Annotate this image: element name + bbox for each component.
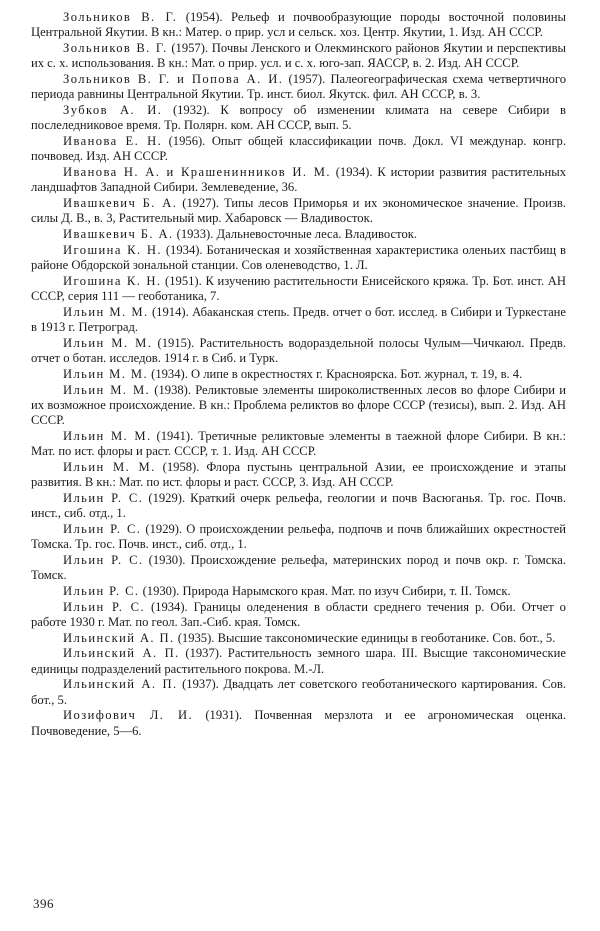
reference-text: (1929). О происхождении рельефа, подпочв и почв ближайших окрестностей Томска. Тр. гос. Почв. инст., сиб. отд., 1. (31, 521, 566, 551)
reference-text: (1933). Дальневосточные леса. Владивосток. (173, 227, 418, 241)
reference-entry (31, 708, 566, 738)
reference-text: (1938). Реликтовые элементы широколиственных лесов во флоре Сибири и их возможное происхождение. В кн.: Проблема реликтов во флоре СССР (тезисы), вып. 2. Изд. АН СССР. (31, 382, 566, 427)
reference-text: (1935). Высшие таксономические единицы в геоботанике. Сов. бот., 5. (174, 630, 556, 645)
reference-author: Ильинский А. П. (63, 646, 180, 661)
reference-author: Ильин Р. С. (63, 552, 144, 567)
reference-text: (1957). Почвы Ленского и Олекминского районов Якутии и перспективы их с. х. использования. В кн.: Мат. о прир. усл. и с. х. юго-зап. ЯАССР, в. 2. Изд. АН СССР. (31, 41, 566, 71)
reference-entry (31, 305, 566, 335)
reference-entry (31, 103, 566, 133)
reference-entry (31, 677, 566, 707)
reference-author: Ильин М. М. (63, 459, 156, 474)
reference-author: Иванова Н. А. и Крашенинников И. М. (63, 165, 331, 179)
reference-text: (1934). Ботаническая и хозяйственная характеристика оленьих пастбищ в районе Обдорской зональной станции. Сов оленеводство, 1. Л. (31, 242, 566, 272)
reference-text: (1937). Двадцать лет советского геоботанического картирования. Сов. бот., 5. (31, 677, 566, 707)
reference-author: Ильин Р. С. (63, 521, 142, 536)
reference-entry (31, 243, 566, 273)
reference-entry (31, 227, 566, 242)
reference-entry (31, 429, 566, 459)
reference-text: (1931). Почвенная мерзлота и ее агрономическая оценка. Почвоведение, 5—6. (31, 708, 566, 738)
reference-entry (31, 274, 566, 304)
reference-text: (1934). Границы оледенения в области среднего течения р. Оби. Отчет о работе 1930 г. Мат. по геол. Зап.-Сиб. края. Томск. (31, 599, 566, 629)
reference-entry (31, 10, 566, 40)
reference-text: (1930). Происхождение рельефа, материнских пород и почв окр. г. Томска. Томск. (31, 552, 566, 582)
reference-author: Ильин Р. С. (63, 599, 146, 614)
reference-author: Игошина К. Н. (63, 242, 162, 257)
reference-author: Иванова Е. Н. (63, 134, 163, 148)
reference-text: (1951). К изучению растительности Енисейского кряжа. Тр. Бот. инст. АН СССР, серия 111 — геоботаника, 7. (31, 273, 566, 303)
reference-author: Зольников В. Г. (63, 41, 168, 55)
reference-author: Игошина К. Н. (63, 273, 162, 288)
reference-author: Ильин М. М. (63, 382, 151, 397)
reference-entry (31, 336, 566, 366)
reference-entry (31, 631, 566, 646)
reference-entry (31, 72, 566, 102)
reference-entry (31, 41, 566, 71)
reference-author: Зольников В. Г. (63, 10, 178, 24)
reference-text: (1915). Растительность водораздельной полосы Чулым—Чичкаюл. Предв. отчет о ботан. исследов. 1914 г. в Сиб. и Турк. (31, 335, 566, 365)
reference-author: Ильин М. М. (63, 304, 149, 319)
reference-entry (31, 600, 566, 630)
reference-entry (31, 134, 566, 164)
reference-text: (1914). Абаканская степь. Предв. отчет о бот. исслед. в Сибири и Туркестане в 1913 г. Петроград. (31, 304, 566, 334)
reference-text: (1929). Краткий очерк рельефа, геологии и почв Васюганья. Тр. гос. Почв. инст., сиб. отд., 1. (31, 490, 566, 520)
reference-author: Ильин М. М. (63, 366, 148, 381)
reference-author: Ильин М. М. (63, 335, 153, 350)
reference-text: (1937). Растительность земного шара. III. Высщие таксономические единицы подразделений растительного покрова. М.-Л. (31, 646, 567, 676)
reference-text: (1958). Флора пустынь центральной Азии, ее происхождение и этапы развития. В кн.: Мат. по ист. флоры и раст. СССР, 3. Изд. АН СССР. (31, 459, 566, 489)
reference-author: Ивашкевич Б. А. (63, 227, 174, 241)
reference-text: (1934). К истории развития растительных ландшафтов Западной Сибири. Землеведение, 36. (31, 165, 566, 195)
bibliography-page (31, 10, 566, 921)
reference-entry (31, 367, 566, 382)
reference-text: (1932). К вопросу об изменении климата на севере Сибири в послеледниковое время. Тр. Полярн. ком. АН СССР, вып. 5. (31, 103, 566, 133)
reference-entry (31, 522, 566, 552)
reference-author: Зубков А. И. (63, 103, 163, 117)
reference-entry (31, 553, 566, 583)
reference-author: Ильинский А. П. (63, 677, 178, 692)
reference-entry (31, 196, 566, 226)
reference-author: Ильин Р. С. (63, 490, 144, 505)
reference-list (31, 10, 566, 739)
reference-text: (1930). Природа Нарымского края. Мат. по изуч Сибири, т. II. Томск. (139, 583, 511, 598)
reference-author: Ильин М. М. (63, 428, 152, 443)
reference-entry (31, 165, 566, 195)
reference-text: (1941). Третичные реликтовые элементы в таежной флоре Сибири. В кн.: Мат. по ист. флоры и раст. СССР, т. 1. Изд. АН СССР. (31, 428, 566, 458)
reference-text: (1934). О липе в окрестностях г. Красноярска. Бот. журнал, т. 19, в. 4. (148, 366, 523, 381)
reference-entry (31, 383, 566, 429)
reference-author: Иозифович Л. И. (63, 708, 194, 723)
page-number: 396 (33, 896, 54, 911)
reference-text: (1954). Рельеф и почвообразующие породы восточной половины Центральной Якутии. В кн.: Матер. о прир. усл и сельск. хоз. Центр. Якутии, 1. Изд. АН СССР. (31, 10, 566, 40)
reference-text: (1957). Палеогеографическая схема четвертичного периода равнины Центральной Якутии. Тр. инст. биол. Якутск. фил. АН СССР, в. 3. (31, 72, 567, 102)
reference-author: Ильинский А. П. (63, 630, 175, 645)
reference-entry (31, 460, 566, 490)
reference-entry (31, 646, 566, 676)
reference-text: (1927). Типы лесов Приморья и их экономическое значение. Произв. силы Д. В., в. 3, Растительный мир. Хабаровск — Владивосток. (31, 196, 566, 226)
reference-author: Ивашкевич Б. А. (63, 196, 178, 210)
reference-author: Ильин Р. С. (63, 583, 140, 598)
reference-entry (31, 491, 566, 521)
reference-entry (31, 584, 566, 599)
reference-author: Зольников В. Г. и Попова А. И. (63, 72, 284, 86)
reference-text: (1956). Опыт общей классификации почв. Докл. VI междунар. конгр. почвовед. Изд. АН СССР. (31, 134, 566, 164)
